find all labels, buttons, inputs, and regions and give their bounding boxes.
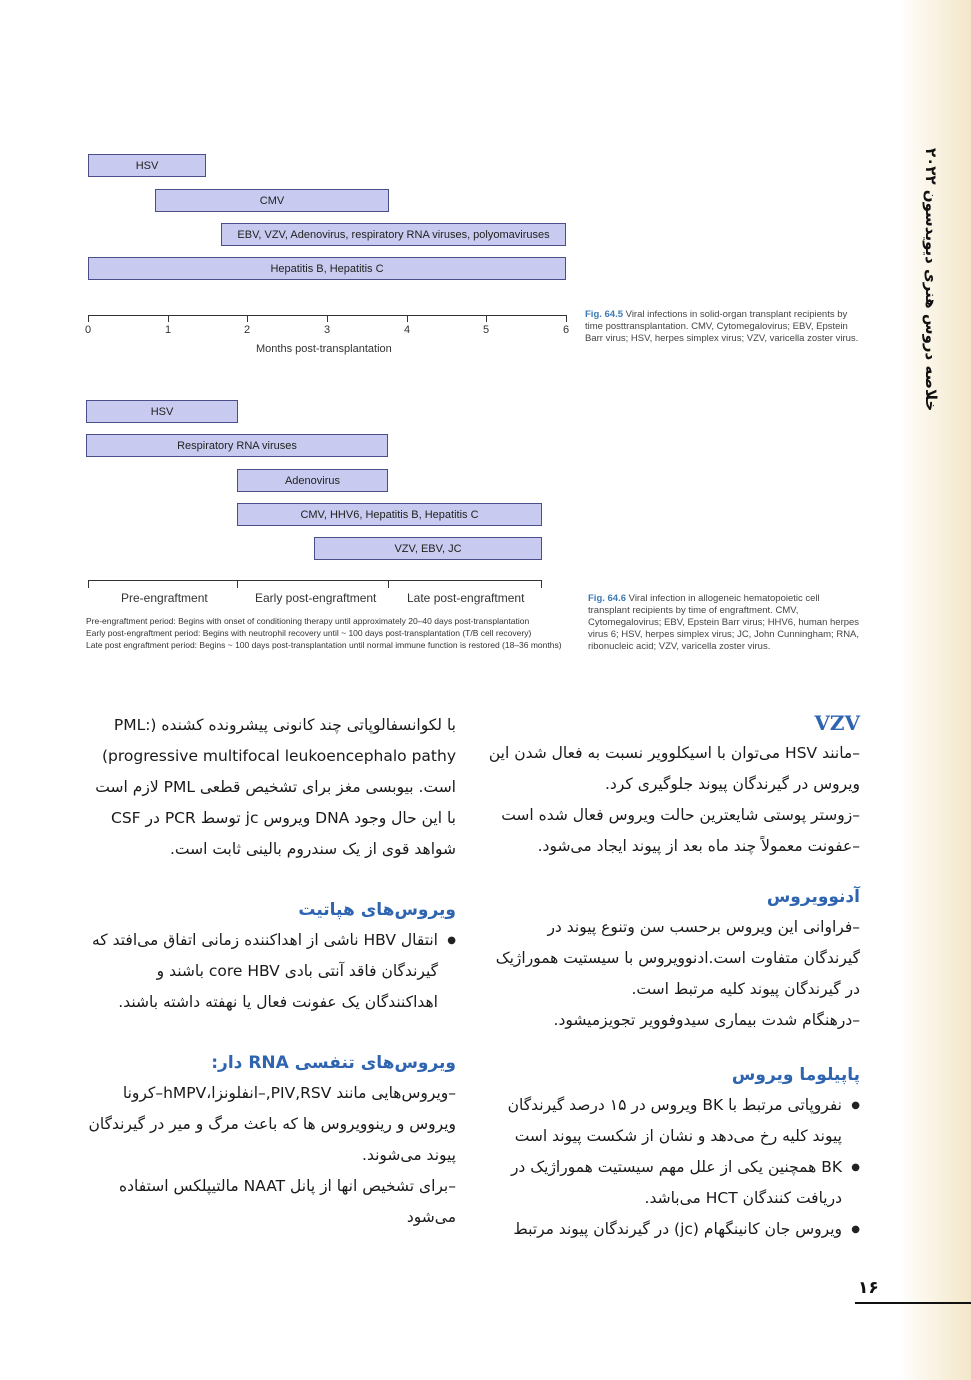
- paragraph: –برای تشخیص انها از پانل NAAT مالتیپلکس استفاده می‌شود: [118, 1177, 456, 1226]
- axis-tick: [486, 315, 487, 322]
- axis-tick: [88, 580, 89, 588]
- paragraph: –عفونت معمولاً چند ماه بعد از پیوند ایجاد می‌شود.: [537, 837, 860, 855]
- left-column: [84, 710, 456, 1233]
- period-note: Pre-engraftment period: Begins with onset of conditioning therapy until approximately 20–40 days post-transplantation: [86, 616, 530, 626]
- paragraph: با لکوانسفالوپاتی چند کانونی پیشرونده کشنده (PML: progressive multifocal leukoencephalo pathy) است. بیوبسی مغز برای تشخیص قطعی PML لازم است با این حال وجود DNA ویروس jc توسط PCR در CSF شواهد قوی از یک سندروم بالینی ثابت است.: [95, 716, 456, 858]
- axis-tick-label: 4: [403, 324, 411, 336]
- period-note: Early post-engraftment period: Begins with neutrophil recovery until ~ 100 days post-transplantation (T/B cell recovery): [86, 628, 532, 638]
- axis-tick: [247, 315, 248, 322]
- period-label-late: Late post-engraftment: [407, 591, 525, 605]
- timeline-bar-respiratory: Respiratory RNA viruses: [86, 434, 388, 457]
- axis-tick: [327, 315, 328, 322]
- axis-tick-label: 6: [562, 324, 570, 336]
- figure-caption-text: Viral infections in solid-organ transplant recipients by time posttransplantation. CMV, Cytomegalovirus; EBV, Epstein Barr virus; HSV, herpes simplex virus; VZV, varicella zoster virus.: [585, 309, 859, 344]
- section-heading-papilloma: پاپیلوما ویروس: [731, 1065, 860, 1085]
- paragraph: –ویروس‌هایی مانند PIV,RSV,–انفلونزا،hMPV–کرونا ویروس و رینوویروس ها که باعث مرگ و میر در گیرندگان پیوند می‌شوند.: [88, 1084, 456, 1164]
- section-heading-rna: ویروس‌های تنفسی RNA دار:: [211, 1053, 456, 1073]
- bullet-item: ● ویروس جان کانینگهام (jc) در گیرندگان پیوند مرتبط: [488, 1214, 860, 1245]
- axis-tick-label: 5: [482, 324, 490, 336]
- figure-caption-text: Viral infection in allogeneic hematopoietic cell transplant recipients by time of engraftment. CMV, Cytomegalovirus; EBV, Epstein Barr virus; HHV6, human herpes virus 6; HSV, herpes simplex virus; JC, John Cunningham; RNA, ribonucleic acid; VZV, varicella zoster virus.: [588, 593, 860, 652]
- axis-tick-label: 0: [84, 324, 92, 336]
- engraftment-axis: [88, 580, 542, 581]
- axis-tick-label: 2: [243, 324, 251, 336]
- paragraph: –فراوانی این ویروس برحسب سن وتنوع پیوند در گیرندگان متفاوت است.ادنوویروس با سیستیت هموراژیک در گیرندگان پیوند کلیه مرتبط است.: [495, 918, 860, 998]
- section-heading-vzv: VZV: [814, 711, 860, 735]
- timeline-bar-hepatitis: Hepatitis B, Hepatitis C: [88, 257, 566, 280]
- page-rule: [855, 1302, 971, 1304]
- timeline-bar-cmv: CMV: [155, 189, 389, 212]
- bullet-item: ● نفروپاتی مرتبط با BK ویروس در ۱۵ درصد گیرندگان پیوند کلیه رخ می‌دهد و نشان از شکست پیوند است: [488, 1090, 860, 1152]
- bullet-item: ● انتقال HBV ناشی از اهداکننده زمانی اتفاق می‌افتد که گیرندگان فاقد آنتی بادی core HBV باشند و اهداکنندگان یک عفونت فعال یا نهفته داشته باشند.: [84, 925, 456, 1018]
- bullet-item: ● BK همچنین یکی از علل مهم سیستیت هموراژیک در دریافت کنندگان HCT می‌باشد.: [488, 1152, 860, 1214]
- timeline-bar-hsv: HSV: [88, 154, 206, 177]
- axis-tick: [88, 315, 89, 322]
- period-label-pre: Pre-engraftment: [121, 591, 208, 605]
- timeline-bar-hsv-2: HSV: [86, 400, 238, 423]
- book-title-vertical: خلاصه دروس هنری دیویدسون ۲۰۲۲: [922, 148, 940, 412]
- figure-label: Fig. 64.6: [588, 593, 627, 604]
- timeline-bar-ebv-vzv: EBV, VZV, Adenovirus, respiratory RNA viruses, polyomaviruses: [221, 223, 566, 246]
- page-number: ۱۶: [858, 1278, 879, 1298]
- axis-tick: [388, 580, 389, 588]
- axis-tick: [407, 315, 408, 322]
- figure-caption-64-6: [588, 593, 860, 653]
- axis-tick: [541, 580, 542, 588]
- figure-label: Fig. 64.5: [585, 309, 624, 320]
- period-label-early: Early post-engraftment: [255, 591, 377, 605]
- right-column: [488, 708, 860, 1245]
- axis-tick: [168, 315, 169, 322]
- axis-tick: [237, 580, 238, 588]
- paragraph: –مانند HSV می‌توان با اسیکلوویر نسبت به فعال شدن این ویروس در گیرندگان پیوند جلوگیری کرد.: [488, 744, 860, 793]
- timeline-bar-vzv-ebv-jc: VZV, EBV, JC: [314, 537, 542, 560]
- axis-tick-label: 1: [164, 324, 172, 336]
- figure-caption-64-5: [585, 309, 860, 345]
- timeline-bar-adenovirus: Adenovirus: [237, 469, 388, 492]
- section-heading-adenovirus: آدنوویروس: [766, 887, 860, 907]
- axis-tick-label: 3: [323, 324, 331, 336]
- timeline-bar-cmv-hhv6: CMV, HHV6, Hepatitis B, Hepatitis C: [237, 503, 542, 526]
- paragraph: –درهنگام شدت بیماری سیدوفوویر تجویزمیشود.: [553, 1011, 860, 1029]
- x-axis-label: Months post-transplantation: [256, 343, 392, 355]
- axis-tick: [566, 315, 567, 322]
- period-note: Late post engraftment period: Begins ~ 100 days post-transplantation until normal immune function is restored (18–36 months): [86, 640, 562, 650]
- section-heading-hepatitis: ویروس‌های هپاتیت: [298, 900, 456, 920]
- paragraph: –زوستر پوستی شایعترین حالت ویروس فعال شده است: [501, 806, 860, 824]
